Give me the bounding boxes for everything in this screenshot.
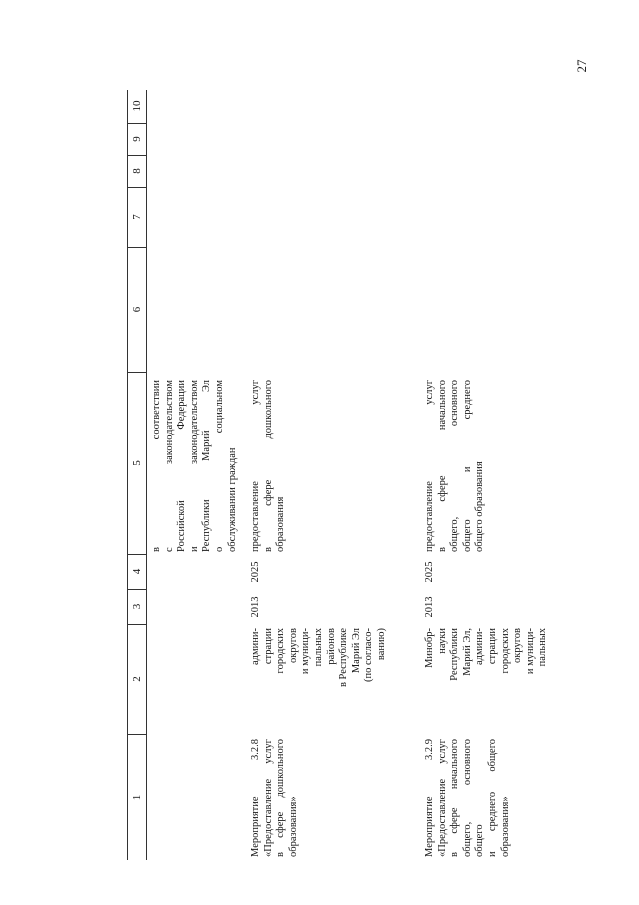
header-col-6: 6 xyxy=(128,247,146,373)
text-line: районов xyxy=(325,628,337,665)
row-3-2-8-col2 xyxy=(250,628,389,732)
text-line: образования xyxy=(275,496,287,552)
row-3-2-9-start-year: 2013 xyxy=(424,596,435,618)
text-line: округов xyxy=(287,628,299,663)
text-line: (по согласо- xyxy=(363,628,375,682)
text-line: Республики Марий Эл xyxy=(201,380,213,552)
header-col-9: 9 xyxy=(128,123,146,156)
continuation-text xyxy=(151,380,239,552)
text-line: городских xyxy=(499,628,511,674)
text-line: образования» xyxy=(287,796,299,857)
text-line: Мероприятие 3.2.8 xyxy=(250,739,261,857)
text-line: обслуживании граждан xyxy=(226,447,238,552)
text-line: админи- xyxy=(474,628,486,666)
text-line: Марий Эл, xyxy=(461,628,473,676)
text-line: в сфере начального xyxy=(436,380,448,552)
table-header xyxy=(127,90,147,860)
text-line: с законодательством xyxy=(163,380,175,552)
text-line: страции xyxy=(262,628,274,665)
row-3-2-9-end-year: 2025 xyxy=(424,561,435,583)
text-line: предоставление услуг xyxy=(424,380,435,552)
text-line: городских xyxy=(275,628,287,674)
text-line: ванию) xyxy=(375,628,387,661)
header-col-4: 4 xyxy=(128,554,146,590)
text-line: общего, основного общего xyxy=(461,739,486,857)
rotated-table xyxy=(127,90,597,860)
row-3-2-9-col5 xyxy=(424,380,487,552)
header-col-1: 1 xyxy=(131,794,143,801)
text-line: в сфере начального xyxy=(449,739,461,857)
row-3-2-8-col5 xyxy=(250,380,288,552)
header-col-8: 8 xyxy=(128,155,146,188)
text-line: в Республике xyxy=(338,628,350,688)
text-line: и законодательством xyxy=(188,380,200,552)
text-line: «Предоставление услуг xyxy=(436,739,448,857)
text-line: науки xyxy=(436,628,448,654)
text-line: Марий Эл xyxy=(350,628,362,674)
text-line: в сфере дошкольного xyxy=(262,380,274,552)
row-3-2-9-col2 xyxy=(424,628,550,732)
text-line: округов xyxy=(512,628,524,663)
row-3-2-9-col1 xyxy=(424,739,512,857)
text-line: предоставление услуг xyxy=(250,380,261,552)
text-line: общего, основного xyxy=(449,380,461,552)
row-3-2-8-end-year: 2025 xyxy=(250,561,261,583)
text-line: админи- xyxy=(250,628,261,666)
text-line: Мероприятие 3.2.9 xyxy=(424,739,435,857)
text-line: общего и среднего xyxy=(461,380,473,552)
text-line: и муници- xyxy=(300,628,312,675)
page-number: 27 xyxy=(574,59,589,73)
text-line: общего образования xyxy=(474,461,486,552)
header-col-2: 2 xyxy=(128,624,146,735)
row-3-2-8-col1 xyxy=(250,739,300,857)
text-line: пальных xyxy=(537,628,549,667)
text-line: страции xyxy=(486,628,498,665)
header-col-5: 5 xyxy=(128,372,146,555)
text-line: и муници- xyxy=(524,628,536,675)
text-line: пальных xyxy=(312,628,324,667)
text-line: Минобр- xyxy=(424,628,435,668)
header-col-3: 3 xyxy=(128,589,146,625)
text-line: Республики xyxy=(449,628,461,681)
text-line: в сфере дошкольного xyxy=(275,739,287,857)
text-line: в соответствии xyxy=(151,380,162,552)
text-line: и среднего общего xyxy=(486,739,498,857)
header-col-7: 7 xyxy=(128,187,146,248)
text-line: образования» xyxy=(499,796,511,857)
header-col-10: 10 xyxy=(128,89,146,124)
text-line: Российской Федерации xyxy=(176,380,188,552)
text-line: «Предоставление услуг xyxy=(262,739,274,857)
text-line: о социальном xyxy=(213,380,225,552)
row-3-2-8-start-year: 2013 xyxy=(250,596,261,618)
